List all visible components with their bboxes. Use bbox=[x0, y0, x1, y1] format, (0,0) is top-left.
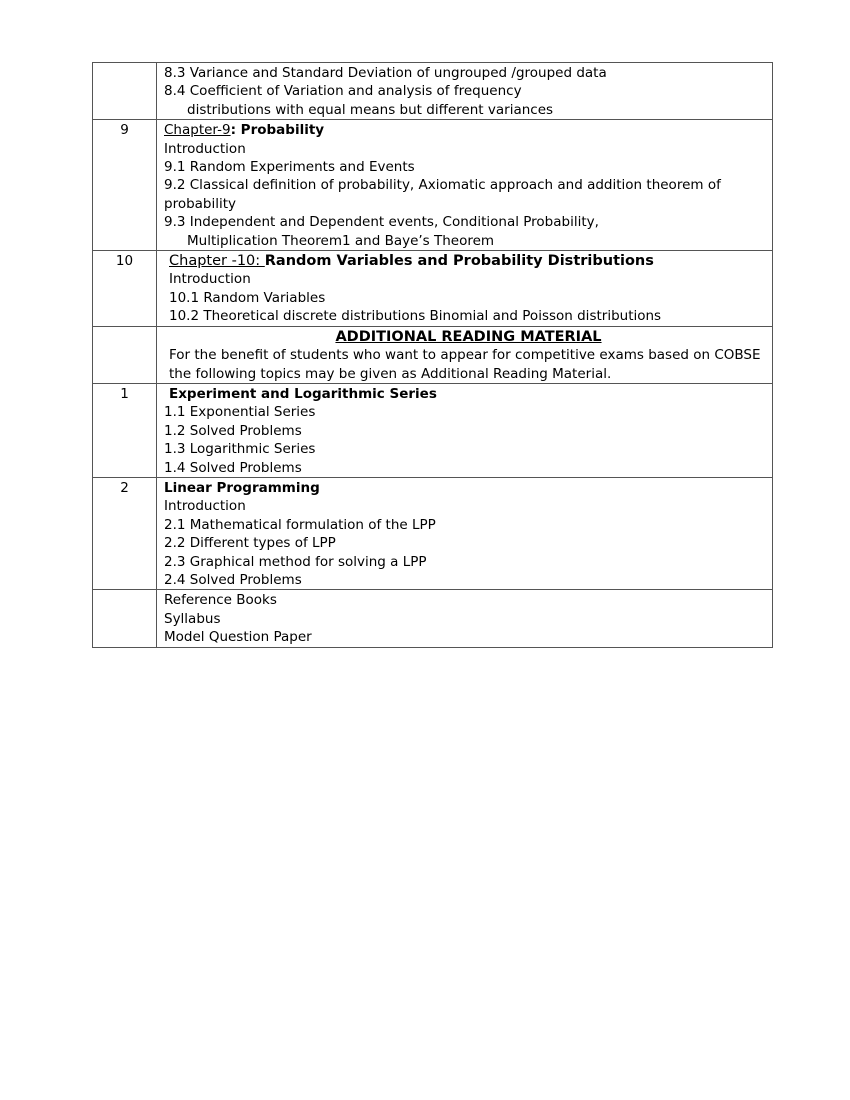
row-number: 2 bbox=[93, 477, 157, 589]
topic-line: 8.4 Coefficient of Variation and analysis of frequency bbox=[164, 83, 522, 100]
topic-line: 10.1 Random Variables bbox=[169, 289, 326, 306]
topic-line: 9.1 Random Experiments and Events bbox=[164, 159, 415, 176]
topic-line: 2.1 Mathematical formulation of the LPP bbox=[164, 516, 436, 533]
document-page bbox=[92, 62, 773, 648]
topic-line: Introduction bbox=[169, 271, 251, 288]
chapter-heading bbox=[169, 252, 768, 270]
topic-line: 1.4 Solved Problems bbox=[164, 459, 302, 476]
row-content bbox=[157, 120, 773, 251]
topic-line: 2.3 Graphical method for solving a LPP bbox=[164, 553, 427, 570]
table-row bbox=[93, 120, 773, 251]
chapter-link[interactable]: Chapter -10: bbox=[169, 253, 265, 270]
section-heading: ADDITIONAL READING MATERIAL bbox=[335, 328, 602, 345]
contents-table bbox=[92, 62, 773, 648]
chapter-heading bbox=[164, 121, 768, 139]
row-content bbox=[157, 251, 773, 327]
topic-line: Introduction bbox=[164, 498, 246, 515]
row-content bbox=[157, 477, 773, 589]
row-number: 1 bbox=[93, 383, 157, 477]
topic-line: 2.2 Different types of LPP bbox=[164, 535, 336, 552]
table-row bbox=[93, 326, 773, 383]
section-description: For the benefit of students who want to appear for competitive exams based on COBSE the following topics may be given as Additional Reading Material. bbox=[169, 347, 761, 382]
reference-line: Syllabus bbox=[164, 610, 221, 627]
row-content bbox=[157, 63, 773, 120]
table-row bbox=[93, 590, 773, 647]
topic-line-indented: distributions with equal means but different variances bbox=[187, 101, 554, 118]
topic-line: 1.1 Exponential Series bbox=[164, 404, 316, 421]
row-number bbox=[93, 326, 157, 383]
table-row bbox=[93, 251, 773, 327]
reference-line: Model Question Paper bbox=[164, 629, 312, 646]
chapter-title: Linear Programming bbox=[164, 479, 320, 496]
row-number bbox=[93, 63, 157, 120]
chapter-title: Experiment and Logarithmic Series bbox=[169, 385, 437, 402]
chapter-title: Random Variables and Probability Distributions bbox=[264, 253, 654, 270]
row-content bbox=[157, 326, 773, 383]
chapter-title: : Probability bbox=[230, 122, 325, 139]
topic-line: 9.3 Independent and Dependent events, Conditional Probability, bbox=[164, 214, 599, 231]
table-row bbox=[93, 477, 773, 589]
topic-line-indented: Multiplication Theorem1 and Baye’s Theorem bbox=[187, 232, 495, 249]
topic-line: 2.4 Solved Problems bbox=[164, 571, 302, 588]
topic-line: Introduction bbox=[164, 140, 246, 157]
chapter-link[interactable]: Chapter-9 bbox=[164, 122, 231, 139]
table-row bbox=[93, 63, 773, 120]
topic-line: 9.2 Classical definition of probability, Axiomatic approach and addition theorem of probability bbox=[164, 177, 721, 212]
topic-line: 1.3 Logarithmic Series bbox=[164, 441, 316, 458]
row-number: 9 bbox=[93, 120, 157, 251]
table-row bbox=[93, 383, 773, 477]
row-number bbox=[93, 590, 157, 647]
reference-line: Reference Books bbox=[164, 592, 277, 609]
row-number: 10 bbox=[93, 251, 157, 327]
topic-line: 8.3 Variance and Standard Deviation of ungrouped /grouped data bbox=[164, 65, 607, 81]
topic-line: 10.2 Theoretical discrete distributions Binomial and Poisson distributions bbox=[169, 308, 662, 325]
row-content bbox=[157, 383, 773, 477]
topic-line: 1.2 Solved Problems bbox=[164, 422, 302, 439]
row-content bbox=[157, 590, 773, 647]
